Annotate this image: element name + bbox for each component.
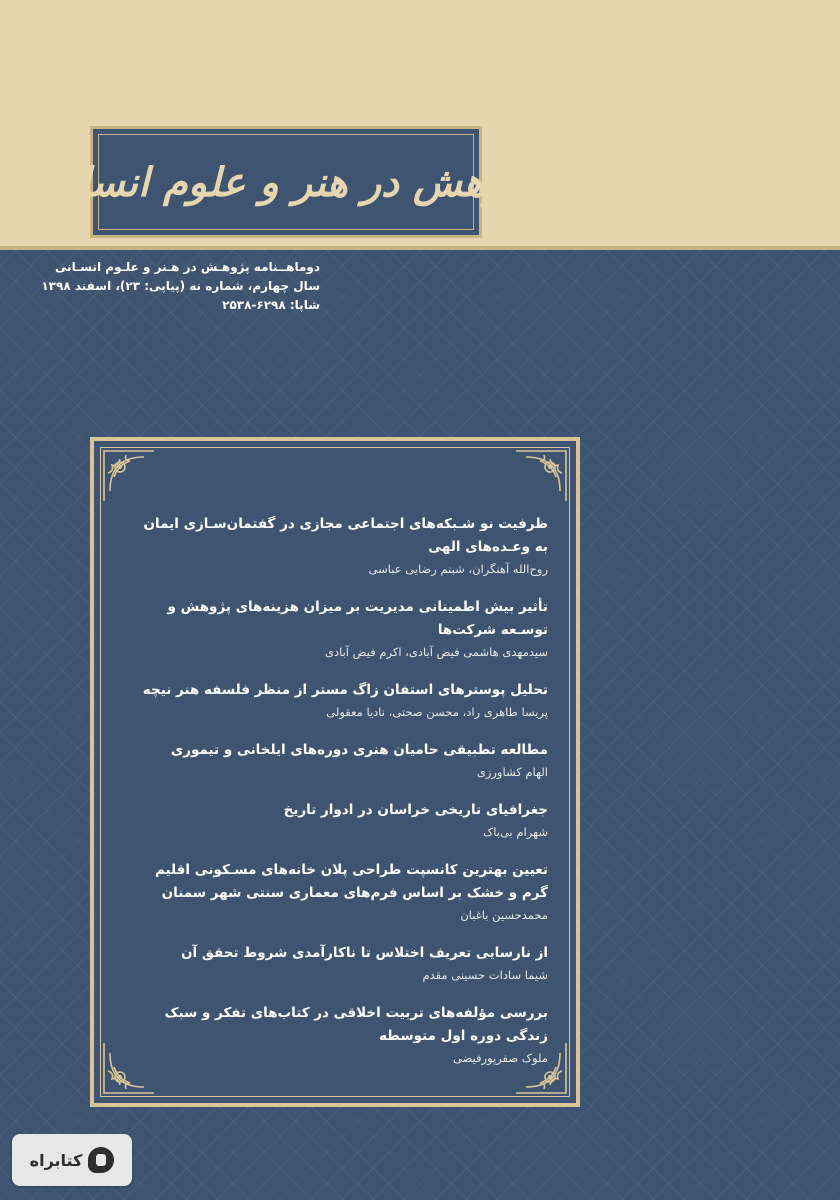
article-title: جغرافیای تاریخی خراسان در ادوار تاریخ (283, 802, 548, 818)
article-entry (142, 1002, 548, 1068)
article-authors: محمدحسین باغبان (460, 908, 548, 922)
journal-meta (20, 258, 320, 315)
article-entry (142, 942, 548, 985)
article-authors: شهرام بی‌باک (482, 825, 548, 839)
ornament-corner-icon (512, 447, 570, 505)
article-title: بررسی مؤلفه‌های تربیت اخلاقی در کتاب‌های تفکر و سبک زندگی دوره اول متوسطه (164, 1005, 548, 1044)
table-of-contents-frame (90, 437, 580, 1107)
article-title: تأثیر بیش اطمینانی مدیریت بر میزان هزینه‌های پژوهش و توسـعه شرکت‌ها (167, 599, 548, 638)
article-title: مطالعه تطبیقی حامیان هنری دوره‌های ایلخانی و تیموری (170, 742, 548, 758)
meta-issue: سال چهارم، شماره نه (پیاپی: ۲۳)، اسفند ۱۳۹۸ (41, 279, 320, 293)
article-title: تعیین بهترین کانسپت طراحی پلان خانه‌های مسـکونی اقلیم گرم و خشک بر اساس فرم‌های معماری سنتی شهر سمنان (154, 862, 548, 901)
article-entry (142, 596, 548, 662)
journal-title: پژوهش در هنر و علوم انسانی (34, 158, 538, 206)
ketabrah-badge[interactable] (12, 1134, 132, 1186)
article-entry (142, 859, 548, 925)
article-authors: الهام کشاورزی (476, 765, 548, 779)
ketabrah-logo-icon (88, 1147, 114, 1173)
badge-label: کتابراه (29, 1150, 83, 1170)
journal-title-box (34, 126, 538, 238)
table-of-contents (142, 513, 548, 1085)
article-title: از نارسایی تعریف اختلاس تا ناکارآمدی شروط تحقق آن (180, 945, 548, 961)
article-title: تحلیل پوسترهای استفان زاگ مستر از منظر فلسفه هنر نیچه (142, 682, 548, 698)
meta-issn: شاپا: ۶۲۹۸-۲۵۳۸ (222, 298, 320, 312)
article-authors: روح‌الله آهنگران، شبنم رضایی عباسی (368, 562, 548, 576)
article-entry (142, 799, 548, 842)
article-entry (142, 739, 548, 782)
ornament-corner-icon (100, 447, 158, 505)
article-authors: پریسا طاهری راد، محسن صحتی، نادیا معقولی (326, 705, 548, 719)
article-entry (142, 513, 548, 579)
article-title: ظرفیت نو شـبکه‌های اجتماعی مجازی در گفتمان‌سـازی ایمان به وعـده‌های الهی (143, 516, 548, 555)
article-authors: سیدمهدی هاشمی فیض آبادی، اکرم فیض آبادی (324, 645, 548, 659)
article-authors: ملوک صفرپورفیضی (452, 1051, 548, 1065)
article-authors: شیما سادات حسینی مقدم (422, 968, 548, 982)
article-entry (142, 679, 548, 722)
meta-journal-name: دوماهــنامه پژوهـش در هـنر و علـوم انسـانی (55, 260, 320, 274)
